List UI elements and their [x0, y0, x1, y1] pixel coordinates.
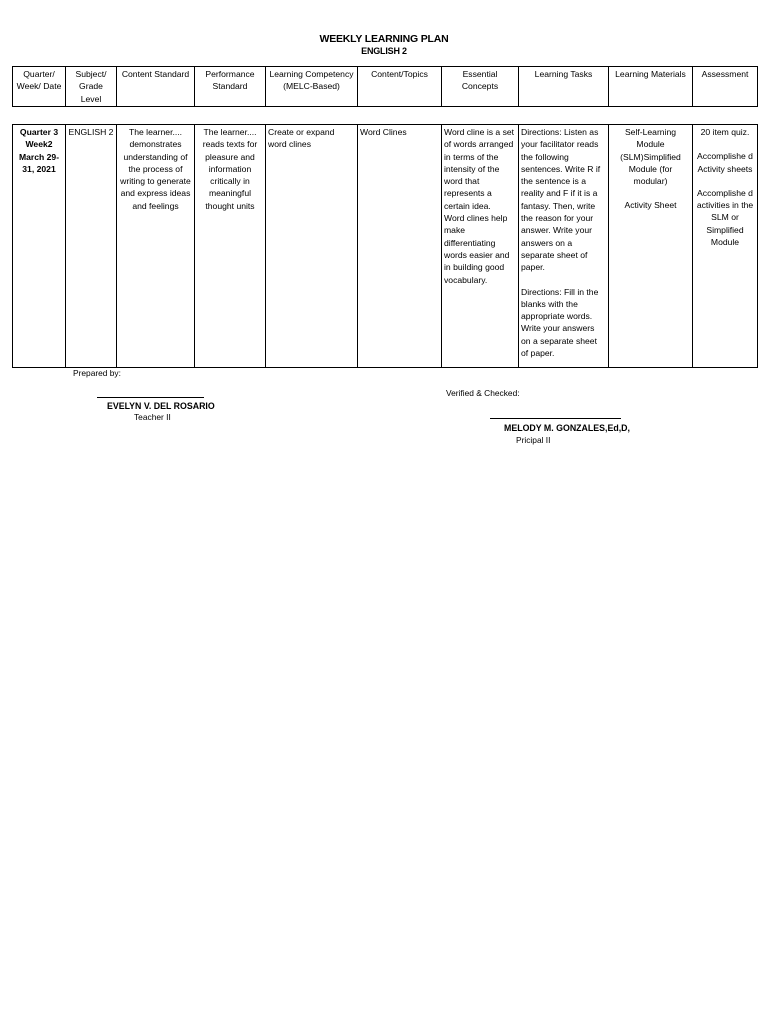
- concept-paragraph: Word cline is a set of words arranged in terms of the intensity of the word that represents a certain idea.: [444, 127, 515, 211]
- principal-signature-line: [490, 418, 621, 419]
- header-cell-concepts: Essential Concepts: [442, 67, 519, 107]
- header-cell-competency: Learning Competency (MELC-Based): [266, 67, 358, 107]
- assessment-paragraph: 20 item quiz.: [700, 127, 750, 137]
- principal-name: MELODY M. GONZALES,Ed,D,: [504, 423, 630, 433]
- page-subtitle: ENGLISH 2: [361, 46, 407, 56]
- cell-tasks: [519, 125, 609, 368]
- cell-concepts: [442, 125, 519, 368]
- assessment-paragraph: Accomplishe d activities in the SLM or Simplified Module: [696, 187, 754, 248]
- task-paragraph: Directions: Listen as your facilitator reads the following sentences. Write R if the sentence is a reality and F if it is a fantasy. Then, write the reason for your answer. Write your answers on a separate sheet of paper.: [521, 127, 601, 273]
- principal-title: Pricipal II: [516, 435, 551, 445]
- assessment-paragraph: Accomplishe d Activity sheets: [697, 151, 753, 174]
- concept-paragraph: Word clines help make differentiating words easier and in building good vocabulary.: [444, 213, 510, 285]
- header-cell-quarter: Quarter/ Week/ Date: [13, 67, 66, 107]
- materials-paragraph: Activity Sheet: [624, 200, 677, 211]
- cell-performance-standard: The learner.... reads texts for pleasure and information critically in meaningful thought units: [195, 125, 266, 368]
- teacher-title: Teacher II: [134, 412, 171, 422]
- page-title: WEEKLY LEARNING PLAN: [319, 33, 449, 45]
- header-cell-content-standard: Content Standard: [117, 67, 195, 107]
- teacher-signature-line: [97, 397, 204, 398]
- cell-subject: ENGLISH 2: [66, 125, 117, 368]
- plan-table: [12, 124, 758, 368]
- prepared-by-label: Prepared by:: [73, 368, 121, 378]
- header-cell-tasks: Learning Tasks: [519, 67, 609, 107]
- cell-assessment: [693, 125, 758, 368]
- materials-paragraph: Self-Learning Module (SLM)Simplified Module (for modular): [620, 127, 681, 187]
- cell-topic: Word Clines: [358, 125, 442, 368]
- verified-label: Verified & Checked:: [446, 388, 520, 398]
- cell-quarter: Quarter 3 Week2 March 29-31, 2021: [13, 125, 66, 368]
- cell-materials: [609, 125, 693, 368]
- header-cell-subject: Subject/ Grade Level: [66, 67, 117, 107]
- header-cell-performance-standard: Performance Standard: [195, 67, 266, 107]
- table-row: [13, 125, 758, 368]
- header-cell-assessment: Assessment: [693, 67, 758, 107]
- cell-competency: Create or expand word clines: [266, 125, 358, 368]
- header-cell-topics: Content/Topics: [358, 67, 442, 107]
- header-cell-materials: Learning Materials: [609, 67, 693, 107]
- header-table: [12, 66, 758, 107]
- teacher-name: EVELYN V. DEL ROSARIO: [107, 401, 215, 411]
- cell-content-standard: The learner.... demonstrates understanding of the process of writing to generate and express ideas and feelings: [117, 125, 195, 368]
- task-paragraph: Directions: Fill in the blanks with the appropriate words. Write your answers on a separate sheet of paper.: [521, 286, 599, 359]
